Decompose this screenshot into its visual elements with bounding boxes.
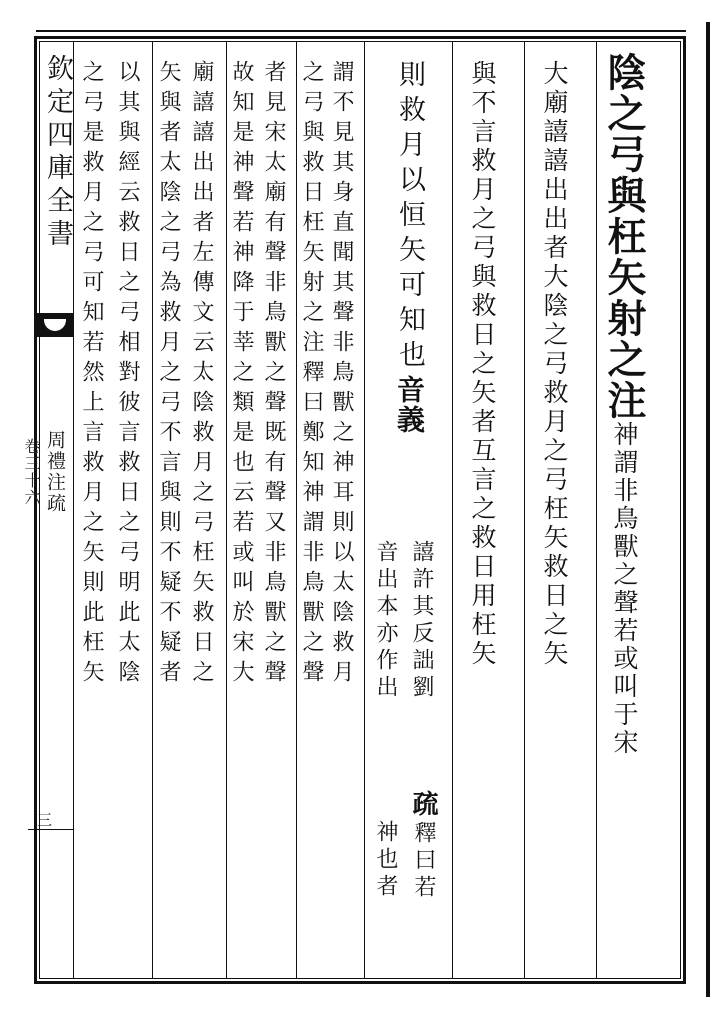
page-top-edge [36, 30, 686, 32]
text-column-11: 廟譆譆出出者左傳文云太陰救月之弓枉矢救日之 [189, 60, 214, 690]
main-text: 陰之弓與枉矢射之注 [601, 52, 647, 421]
text-column-4 [393, 60, 426, 435]
column-rule [152, 41, 153, 979]
commentary-subcolumn-left [374, 540, 396, 702]
page-number: 三 [35, 812, 53, 827]
text-column-10: 故知是神聲若神降于莘之類是也云若或叫於宋大 [229, 60, 254, 690]
text-column-3: 與不言救月之弓與救日之矢者互言之救日用枉矢 [468, 60, 497, 669]
text-column-9: 者見宋太廟有聲非鳥獸之聲既有聲又非鳥獸之聲 [261, 60, 286, 690]
column-rule [596, 41, 597, 979]
column-rule [452, 41, 453, 979]
commentary-subcolumn-left-end [374, 820, 396, 901]
column-rule [226, 41, 227, 979]
column-rule [364, 41, 365, 979]
main-text: 則救月以恒矢可知也 [394, 60, 425, 375]
text-column-1 [601, 52, 647, 757]
commentary-subcolumn-right [410, 540, 432, 702]
text-column-13: 以其與經云救日之弓相對彼言救日之弓明此太陰 [115, 60, 140, 690]
juan-number: 卷三十六 [22, 438, 41, 506]
commentary-text: 譆許其反詘劉 [409, 540, 434, 702]
fishtail-mark [36, 313, 74, 337]
commentary-text: 神也者 [373, 820, 398, 901]
commentary-text: 音出本亦作出 [373, 540, 398, 702]
shu-label: 疏 [408, 790, 438, 821]
page-tick [28, 829, 74, 830]
book-title: 周禮注疏 [44, 430, 66, 514]
text-column-2: 大廟譆譆出出者大陰之弓救月之弓枉矢救日之矢 [540, 60, 569, 669]
commentary-subcolumn-right-end [410, 790, 436, 902]
text-column-8: 之弓與救日枉矢射之注釋曰鄭知神謂非鳥獸之聲 [299, 60, 324, 690]
collection-title: 欽定四庫全書 [42, 54, 73, 252]
column-rule [296, 41, 297, 979]
commentary-text: 神謂非鳥獸之聲若或叫于宋 [610, 421, 639, 757]
text-column-14: 之弓是救月之弓可知若然上言救月之矢則此枉矢 [79, 60, 104, 690]
column-rule [524, 41, 525, 979]
commentary-text: 釋曰若 [411, 821, 436, 902]
page-right-edge [706, 22, 710, 997]
text-column-7: 謂不見其身直聞其聲非鳥獸之神耳則以太陰救月 [329, 60, 354, 690]
yinyi-label: 音義 [393, 375, 426, 435]
text-column-12: 矢與者太陰之弓為救月之弓不言與則不疑不疑者 [156, 60, 181, 690]
